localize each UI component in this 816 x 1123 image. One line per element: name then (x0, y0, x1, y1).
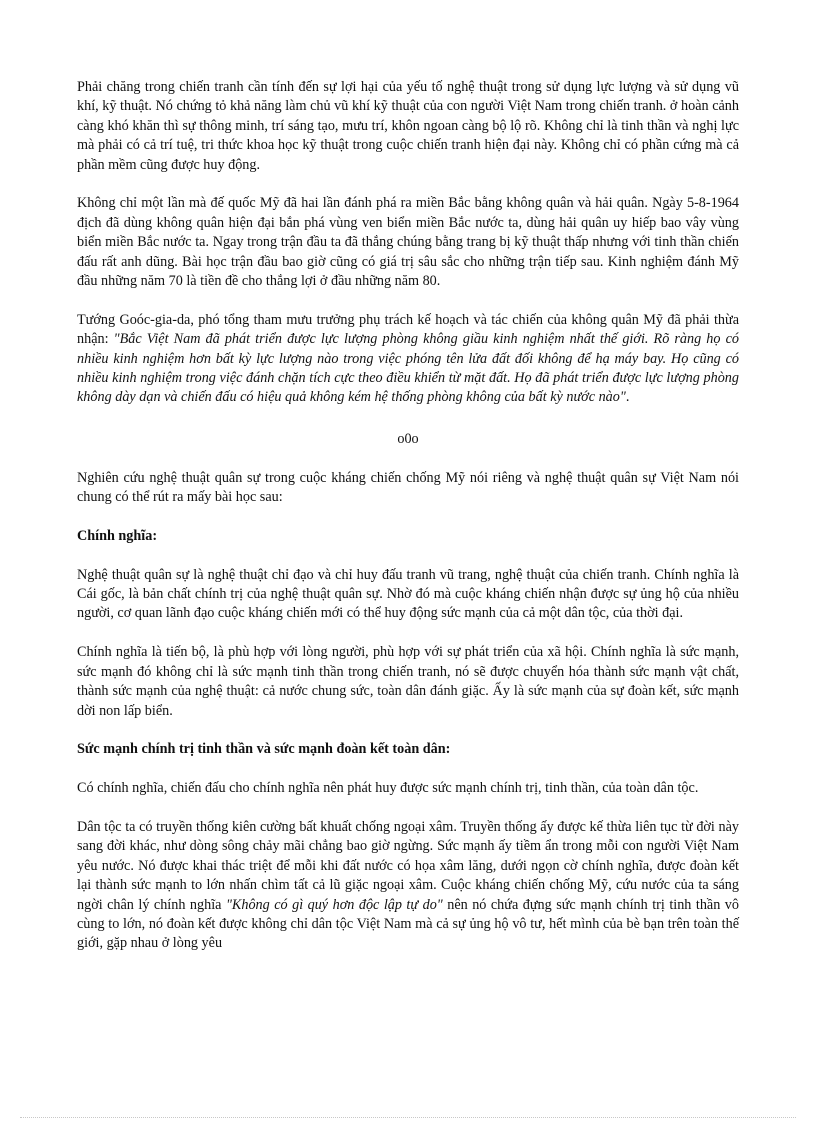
paragraph-3 (77, 311, 739, 408)
independence-quote: "Không có gì quý hơn độc lập tự do" (225, 896, 443, 913)
paragraph-8 (77, 818, 739, 954)
paragraph-2: Không chỉ một lần mà đế quốc Mỹ đã hai lần đánh phá ra miền Bắc bằng không quân và hải quân. Ngày 5-8-1964 địch đã dùng không quân hiện đại bắn phá vùng ven biển miền Bắc nước ta, dùng hải quân uy hiếp bao vây vùng biển miền Bắc nước ta. Ngay trong trận đầu ta đã thắng chúng bằng trang bị kỹ thuật thấp nhưng với tinh thần chiến đấu rất anh dũng. Bài học trận đầu bao giờ cũng có giá trị sâu sắc cho những trận tiếp sau. Kinh nghiệm đánh Mỹ đầu những năm 70 là tiền đề cho thắng lợi ở đầu những năm 80. (77, 195, 739, 290)
quote-intro: Tướng Goóc-gia-da, phó tổng tham mưu trưởng phụ trách kế hoạch và tác chiến của không quân Mỹ đã phải thừa nhận: (77, 311, 739, 348)
paragraph-5: Nghệ thuật quân sự là nghệ thuật chỉ đạo và chỉ huy đấu tranh vũ trang, nghệ thuật của chiến tranh. Chính nghĩa là Cái gốc, là bản chất chính trị của nghệ thuật quân sự. Nhờ đó mà cuộc kháng chiến nhận được sự ủng hộ của nhiều người, cơ quan lãnh đạo cuộc kháng chiến mới có thể huy động sức mạnh của cả một dân tộc, của thời đại. (77, 566, 739, 622)
paragraph-6: Chính nghĩa là tiến bộ, là phù hợp với lòng người, phù hợp với sự phát triển của xã hội. Chính nghĩa là sức mạnh, sức mạnh đó không chỉ là sức mạnh tinh thần trong chiến tranh, nó sẽ được chuyển hóa thành sức mạnh vật chất, thành sức mạnh của nghệ thuật: cả nước chung sức, toàn dân đánh giặc. Ấy là sức mạnh của sự đoàn kết, sức mạnh dời non lấp biển. (77, 644, 739, 719)
paragraph-7: Có chính nghĩa, chiến đấu cho chính nghĩa nên phát huy được sức mạnh chính trị, tinh thần, của toàn dân tộc. (77, 780, 699, 797)
paragraph-8-end: nên nó chứa đựng sức mạnh chính trị tinh thần vô cùng to lớn, nó đoàn kết được không chỉ dân tộc Việt Nam mà cả sự ủng hộ vô tư, hết mình của bè bạn trên toàn thế giới, gặp nhau ở lòng yêu (77, 896, 739, 952)
heading-suc-manh: Sức mạnh chính trị tinh thần và sức mạnh đoàn kết toàn dân: (77, 741, 451, 758)
heading-chinh-nghia: Chính nghĩa: (77, 527, 158, 544)
paragraph-1: Phải chăng trong chiến tranh cần tính đến sự lợi hại của yếu tố nghệ thuật trong sử dụng lực lượng và sử dụng vũ khí, kỹ thuật. Nó chứng tỏ khả năng làm chủ vũ khí kỹ thuật của con người Việt Nam trong chiến tranh. ở hoàn cảnh càng khó khăn thì sự thông minh, trí sáng tạo, mưu trí, khôn ngoan càng bộ lộ rõ. Không chỉ là tinh thần và nghị lực mà phải có cả trí tuệ, tri thức khoa học kỹ thuật trong cuộc chiến tranh hiện đại này. Không chỉ có phần cứng mà cả phần mềm cũng được huy động. (77, 79, 739, 173)
general-quote: "Bắc Việt Nam đã phát triển được lực lượng phòng không giầu kinh nghiệm nhất thế giới. Rõ ràng họ có nhiều kinh nghiệm hơn bất kỳ lực lượng nào trong việc phóng tên lửa đất đối không để hạ máy bay. Họ cũng có nhiều kinh nghiệm trong việc đánh chặn tích cực theo điều khiển từ mặt đất. Họ đã phát triển được lực lượng phòng không dày dạn và chiến đấu có hiệu quả không kém hệ thống phòng không của bất kỳ nước nào" (77, 331, 739, 406)
paragraph-4: Nghiên cứu nghệ thuật quân sự trong cuộc kháng chiến chống Mỹ nói riêng và nghệ thuật quân sự Việt Nam nói chung có thể rút ra mấy bài học sau: (77, 469, 739, 506)
page-bottom-rule (20, 1117, 796, 1118)
quote-end: . (625, 389, 630, 406)
paragraph-8-intro: Dân tộc ta có truyền thống kiên cường bất khuất chống ngoại xâm. Truyền thống ấy được kế thừa liên tục từ đời này sang đời khác, như dòng sông chảy mãi chẳng bao giờ ngừng. Sức mạnh ấy tiềm ẩn trong mỗi con người Việt Nam yêu nước. Nó được khai thác triệt để mỗi khi đất nước có họa xâm lăng, dưới ngọn cờ chính nghĩa, được đoàn kết lại thành sức mạnh to lớn nhấn chìm tất cả lũ giặc ngoại xâm. Cuộc kháng chiến chống Mỹ, cứu nước của ta sáng ngời chân lý chính nghĩa (77, 818, 739, 913)
document-page (77, 78, 739, 954)
section-separator: o0o (397, 430, 419, 447)
